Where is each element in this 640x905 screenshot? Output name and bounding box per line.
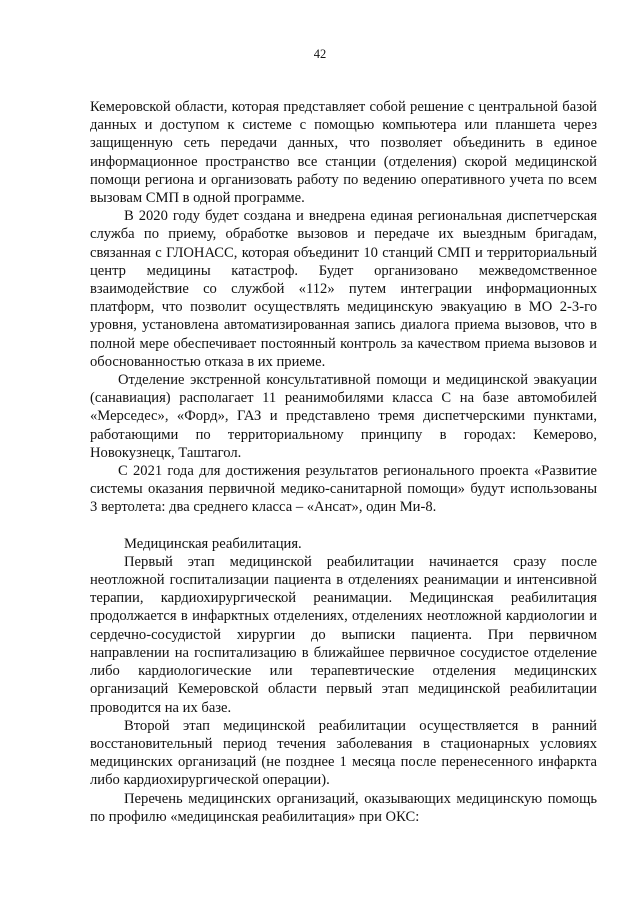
section-gap [90, 517, 597, 535]
page-number: 42 [313, 47, 327, 61]
document-body [90, 98, 597, 826]
paragraph-second-stage: Второй этап медицинской реабилитации осуществляется в ранний восстановительный период течения заболевания в стационарных условиях медицинских организаций (не позднее 1 месяца после перенесенного инфаркта либо кардиохирургической операции). [90, 717, 597, 789]
paragraph-continuation: Кемеровской области, которая представляет собой решение с центральной базой данных и доступом к системе с помощью компьютера или планшета через защищенную сеть передачи данных, что позволяет объединить в единое информационное пространство все станции (отделения) скорой медицинской помощи региона и организовать работу по ведению оперативного учета по всем вызовам СМП в одной программе. [90, 99, 597, 207]
paragraph-dispatch-service: В 2020 году будет создана и внедрена единая региональная диспетчерская служба по приему, обработке вызовов и передаче их выездным бригадам, связанная с ГЛОНАСС, которая объединит 10 станций СМП и территориальный центр медицины катастроф. Будет организовано межведомственное взаимодействие со службой «112» путем интеграции информационных платформ, что позволит осуществлять медицинскую эвакуацию в МО 2-3-го уровня, установлена автоматизированная запись диалога приема вызовов, что в полной мере обеспечивает постоянный контроль за качеством приема вызовов и обоснованностью отказа в их приеме. [90, 208, 597, 370]
paragraph-helicopters: С 2021 года для достижения результатов регионального проекта «Развитие системы оказания первичной медико-санитарной помощи» будут использованы 3 вертолета: два среднего класса – «Ансат», один Ми-8. [90, 463, 597, 516]
paragraph-air-ambulance: Отделение экстренной консультативной помощи и медицинской эвакуации (санавиация) располагает 11 реанимобилями класса С на базе автомобилей «Мерседес», «Форд», ГАЗ и представлено тремя диспетчерскими пунктами, работающими по территориальному принципу в городах: Кемерово, Новокузнецк, Таштагол. [90, 372, 597, 461]
paragraph-first-stage: Первый этап медицинской реабилитации начинается сразу после неотложной госпитализации пациента в отделениях реанимации и интенсивной терапии, кардиохирургической реанимации. Медицинская реабилитация продолжается в инфарктных отделениях, отделениях неотложной кардиологии и сердечно-сосудистой хирургии до выписки пациента. При первичном направлении на госпитализацию в ближайшее первичное сосудистое отделение либо кардиологические или терапевтические отделения медицинских организаций Кемеровской области первый этап медицинской реабилитации проводится на их базе. [90, 553, 597, 716]
paragraph-organizations-list-intro: Перечень медицинских организаций, оказывающих медицинскую помощь по профилю «медицинская реабилитация» при ОКС: [90, 790, 597, 825]
section-heading-rehabilitation: Медицинская реабилитация. [124, 535, 302, 552]
